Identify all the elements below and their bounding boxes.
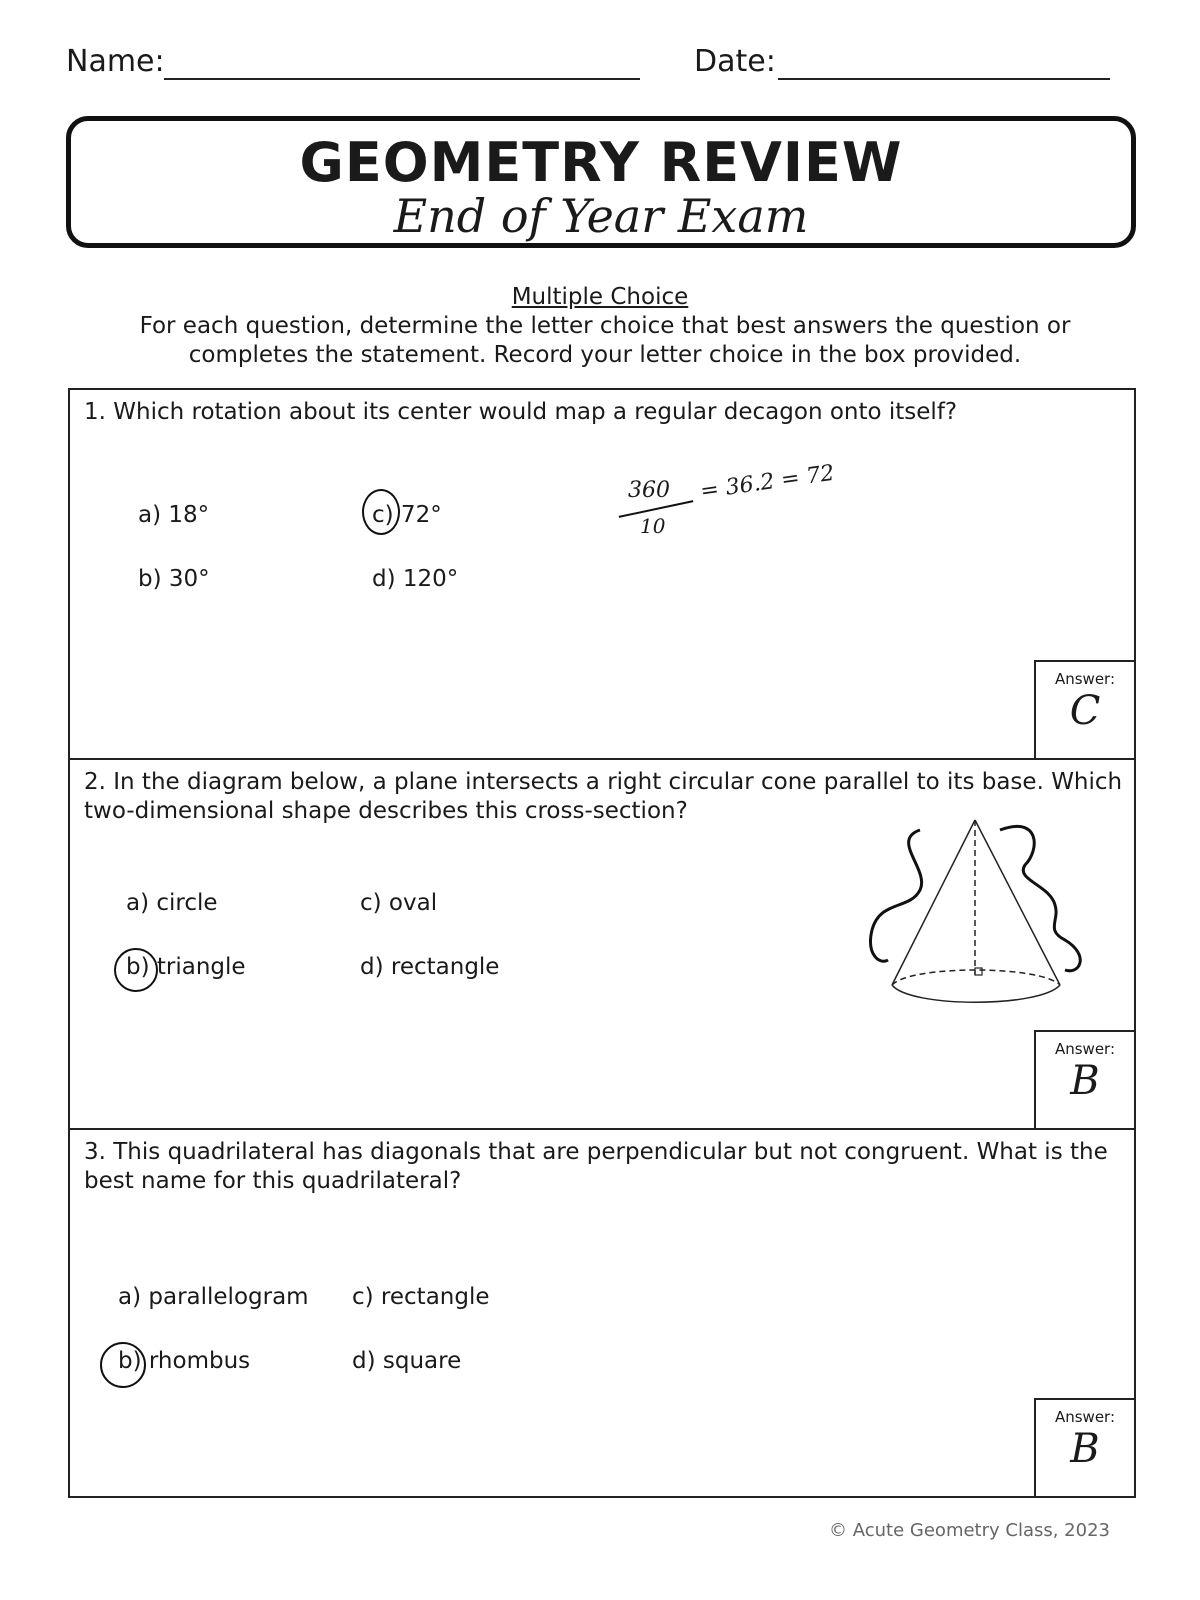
cone-scribble-right <box>1000 826 1080 970</box>
q1-work-result: = 36.2 = 72 <box>698 460 836 505</box>
copyright: © Acute Geometry Class, 2023 <box>829 1520 1110 1541</box>
q3-answer-label: Answer: <box>1054 1408 1116 1426</box>
title-main: GEOMETRY REVIEW <box>299 131 903 194</box>
question-3-text: 3. This quadrilateral has diagonals that are perpendicular but not congruent. What is the best name for this quadrilateral? <box>84 1139 1108 1194</box>
q1-work-denominator: 10 <box>640 514 666 538</box>
q2-answer-value: B <box>1070 1058 1100 1104</box>
q1-option-a[interactable]: a) 18° <box>138 502 210 528</box>
q1-handwritten-work <box>618 460 838 548</box>
q1-answer-box[interactable] <box>1034 660 1134 758</box>
cone-diagram <box>850 810 1100 1020</box>
title-sub: End of Year Exam <box>393 189 809 243</box>
question-1-text: 1. Which rotation about its center would map a regular decagon onto itself? <box>84 399 958 425</box>
date-label: Date: <box>694 44 776 79</box>
q2-answer-box[interactable] <box>1034 1030 1134 1128</box>
q1-option-c[interactable]: c) 72° <box>372 502 442 528</box>
title-banner <box>66 116 1136 248</box>
question-2 <box>68 758 1136 1130</box>
q1-work-numerator: 360 <box>628 478 670 503</box>
cone-side-right <box>975 820 1060 985</box>
cone-base-front <box>892 985 1060 1002</box>
q2-option-a[interactable]: a) circle <box>126 890 218 916</box>
instructions: For each question, determine the letter choice that best answers the question or completes the statement. Record your letter choice in the box provided. <box>139 313 1071 368</box>
q2-answer-label: Answer: <box>1054 1040 1116 1058</box>
name-field[interactable] <box>164 78 640 80</box>
q3-answer-value: B <box>1070 1426 1100 1472</box>
question-1 <box>68 388 1136 760</box>
q2-option-d[interactable]: d) rectangle <box>360 954 500 980</box>
question-2-text: 2. In the diagram below, a plane intersects a right circular cone parallel to its base. Which two-dimensional shape describes this cross-section? <box>84 769 1123 824</box>
q3-option-c[interactable]: c) rectangle <box>352 1284 490 1310</box>
right-angle-mark <box>975 968 982 975</box>
q1-answer-value: C <box>1069 688 1101 734</box>
section-title: Multiple Choice <box>511 284 689 310</box>
q3-option-b[interactable]: b) rhombus <box>118 1348 251 1374</box>
question-3 <box>68 1128 1136 1498</box>
cone-base-back <box>892 970 1060 985</box>
q3-option-d[interactable]: d) square <box>352 1348 462 1374</box>
name-label: Name: <box>66 44 165 79</box>
q2-option-b[interactable]: b) triangle <box>126 954 246 980</box>
q2-option-c[interactable]: c) oval <box>360 890 438 916</box>
q1-answer-label: Answer: <box>1054 670 1116 688</box>
q3-option-a[interactable]: a) parallelogram <box>118 1284 309 1310</box>
q3-answer-box[interactable] <box>1034 1398 1134 1496</box>
q1-option-b[interactable]: b) 30° <box>138 566 210 592</box>
date-field[interactable] <box>778 78 1110 80</box>
q1-option-d[interactable]: d) 120° <box>372 566 459 592</box>
